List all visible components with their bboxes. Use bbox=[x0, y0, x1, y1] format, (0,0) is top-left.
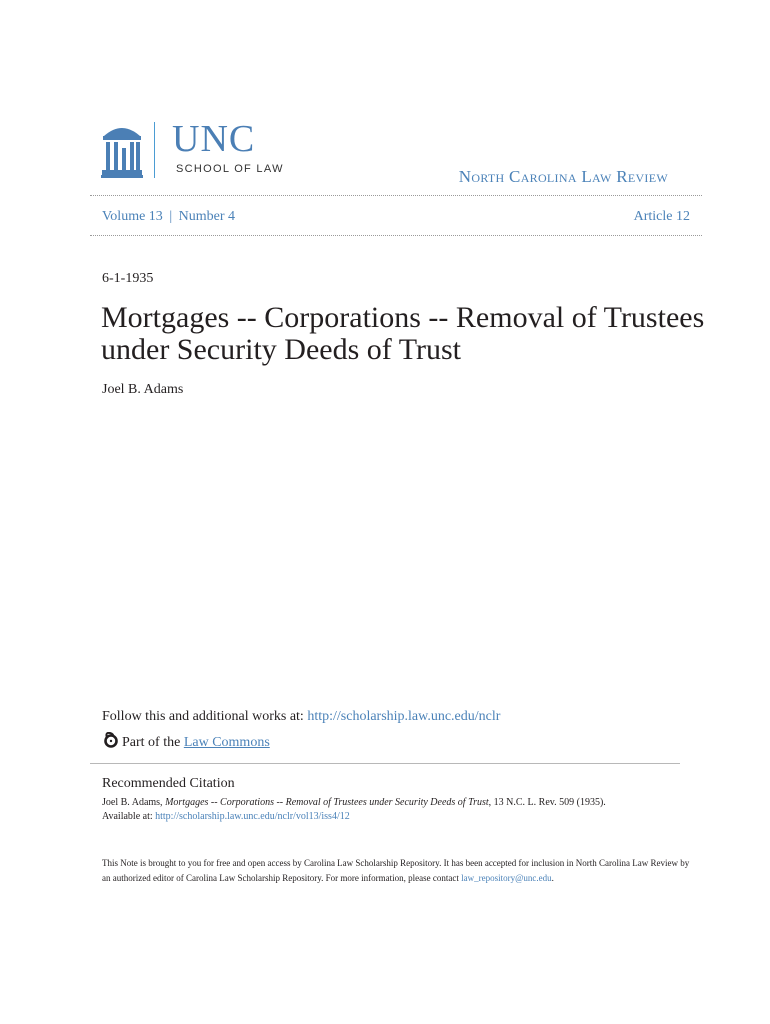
publication-date: 6-1-1935 bbox=[102, 271, 154, 286]
issue-info bbox=[102, 208, 235, 226]
citation-author: Joel B. Adams, bbox=[102, 797, 166, 808]
repository-note bbox=[102, 856, 692, 886]
logo-secondary-text: SCHOOL OF LAW bbox=[176, 163, 284, 175]
issue-divider bbox=[90, 235, 702, 236]
note-text: This Note is brought to you for free and open access by Carolina Law Scholarship Repository. It has been accepted for inclusion in North Carolina Law Review by an authorized editor of Carolina Law Scholarship Repository. For more information, please contact bbox=[102, 858, 690, 883]
header-divider bbox=[90, 195, 702, 196]
citation-source: , 13 N.C. L. Rev. 509 (1935). bbox=[488, 797, 606, 808]
logo-primary-text: UNC bbox=[172, 118, 256, 160]
citation-text bbox=[102, 796, 702, 824]
open-access-icon bbox=[102, 732, 120, 748]
follow-line bbox=[102, 708, 500, 726]
citation-divider bbox=[90, 763, 680, 764]
document-title: Mortgages -- Corporations -- Removal of Trustees under Security Deeds of Trust bbox=[101, 301, 705, 366]
follow-prefix: Follow this and additional works at: bbox=[102, 709, 308, 724]
follow-url-link[interactable]: http://scholarship.law.unc.edu/nclr bbox=[307, 709, 501, 724]
author-name: Joel B. Adams bbox=[102, 382, 184, 397]
logo-divider bbox=[154, 122, 155, 178]
note-end: . bbox=[551, 873, 554, 883]
journal-name[interactable]: North Carolina Law Review bbox=[458, 167, 668, 186]
number-link[interactable]: Number 4 bbox=[178, 209, 236, 224]
available-prefix: Available at: bbox=[102, 811, 156, 822]
article-number[interactable]: Article 12 bbox=[633, 209, 690, 224]
citation-url-link[interactable]: http://scholarship.law.unc.edu/nclr/vol13/iss4/12 bbox=[155, 811, 350, 822]
old-well-icon bbox=[100, 122, 144, 180]
issue-separator: | bbox=[169, 209, 173, 224]
contact-email-link[interactable]: law_repository@unc.edu bbox=[461, 873, 552, 883]
law-commons-link[interactable]: Law Commons bbox=[183, 735, 270, 750]
volume-link[interactable]: Volume 13 bbox=[102, 209, 163, 224]
part-prefix: Part of the bbox=[122, 735, 184, 750]
citation-heading: Recommended Citation bbox=[102, 776, 235, 791]
part-of-line bbox=[102, 732, 270, 752]
citation-title: Mortgages -- Corporations -- Removal of Trustees under Security Deeds of Trust bbox=[165, 797, 489, 808]
